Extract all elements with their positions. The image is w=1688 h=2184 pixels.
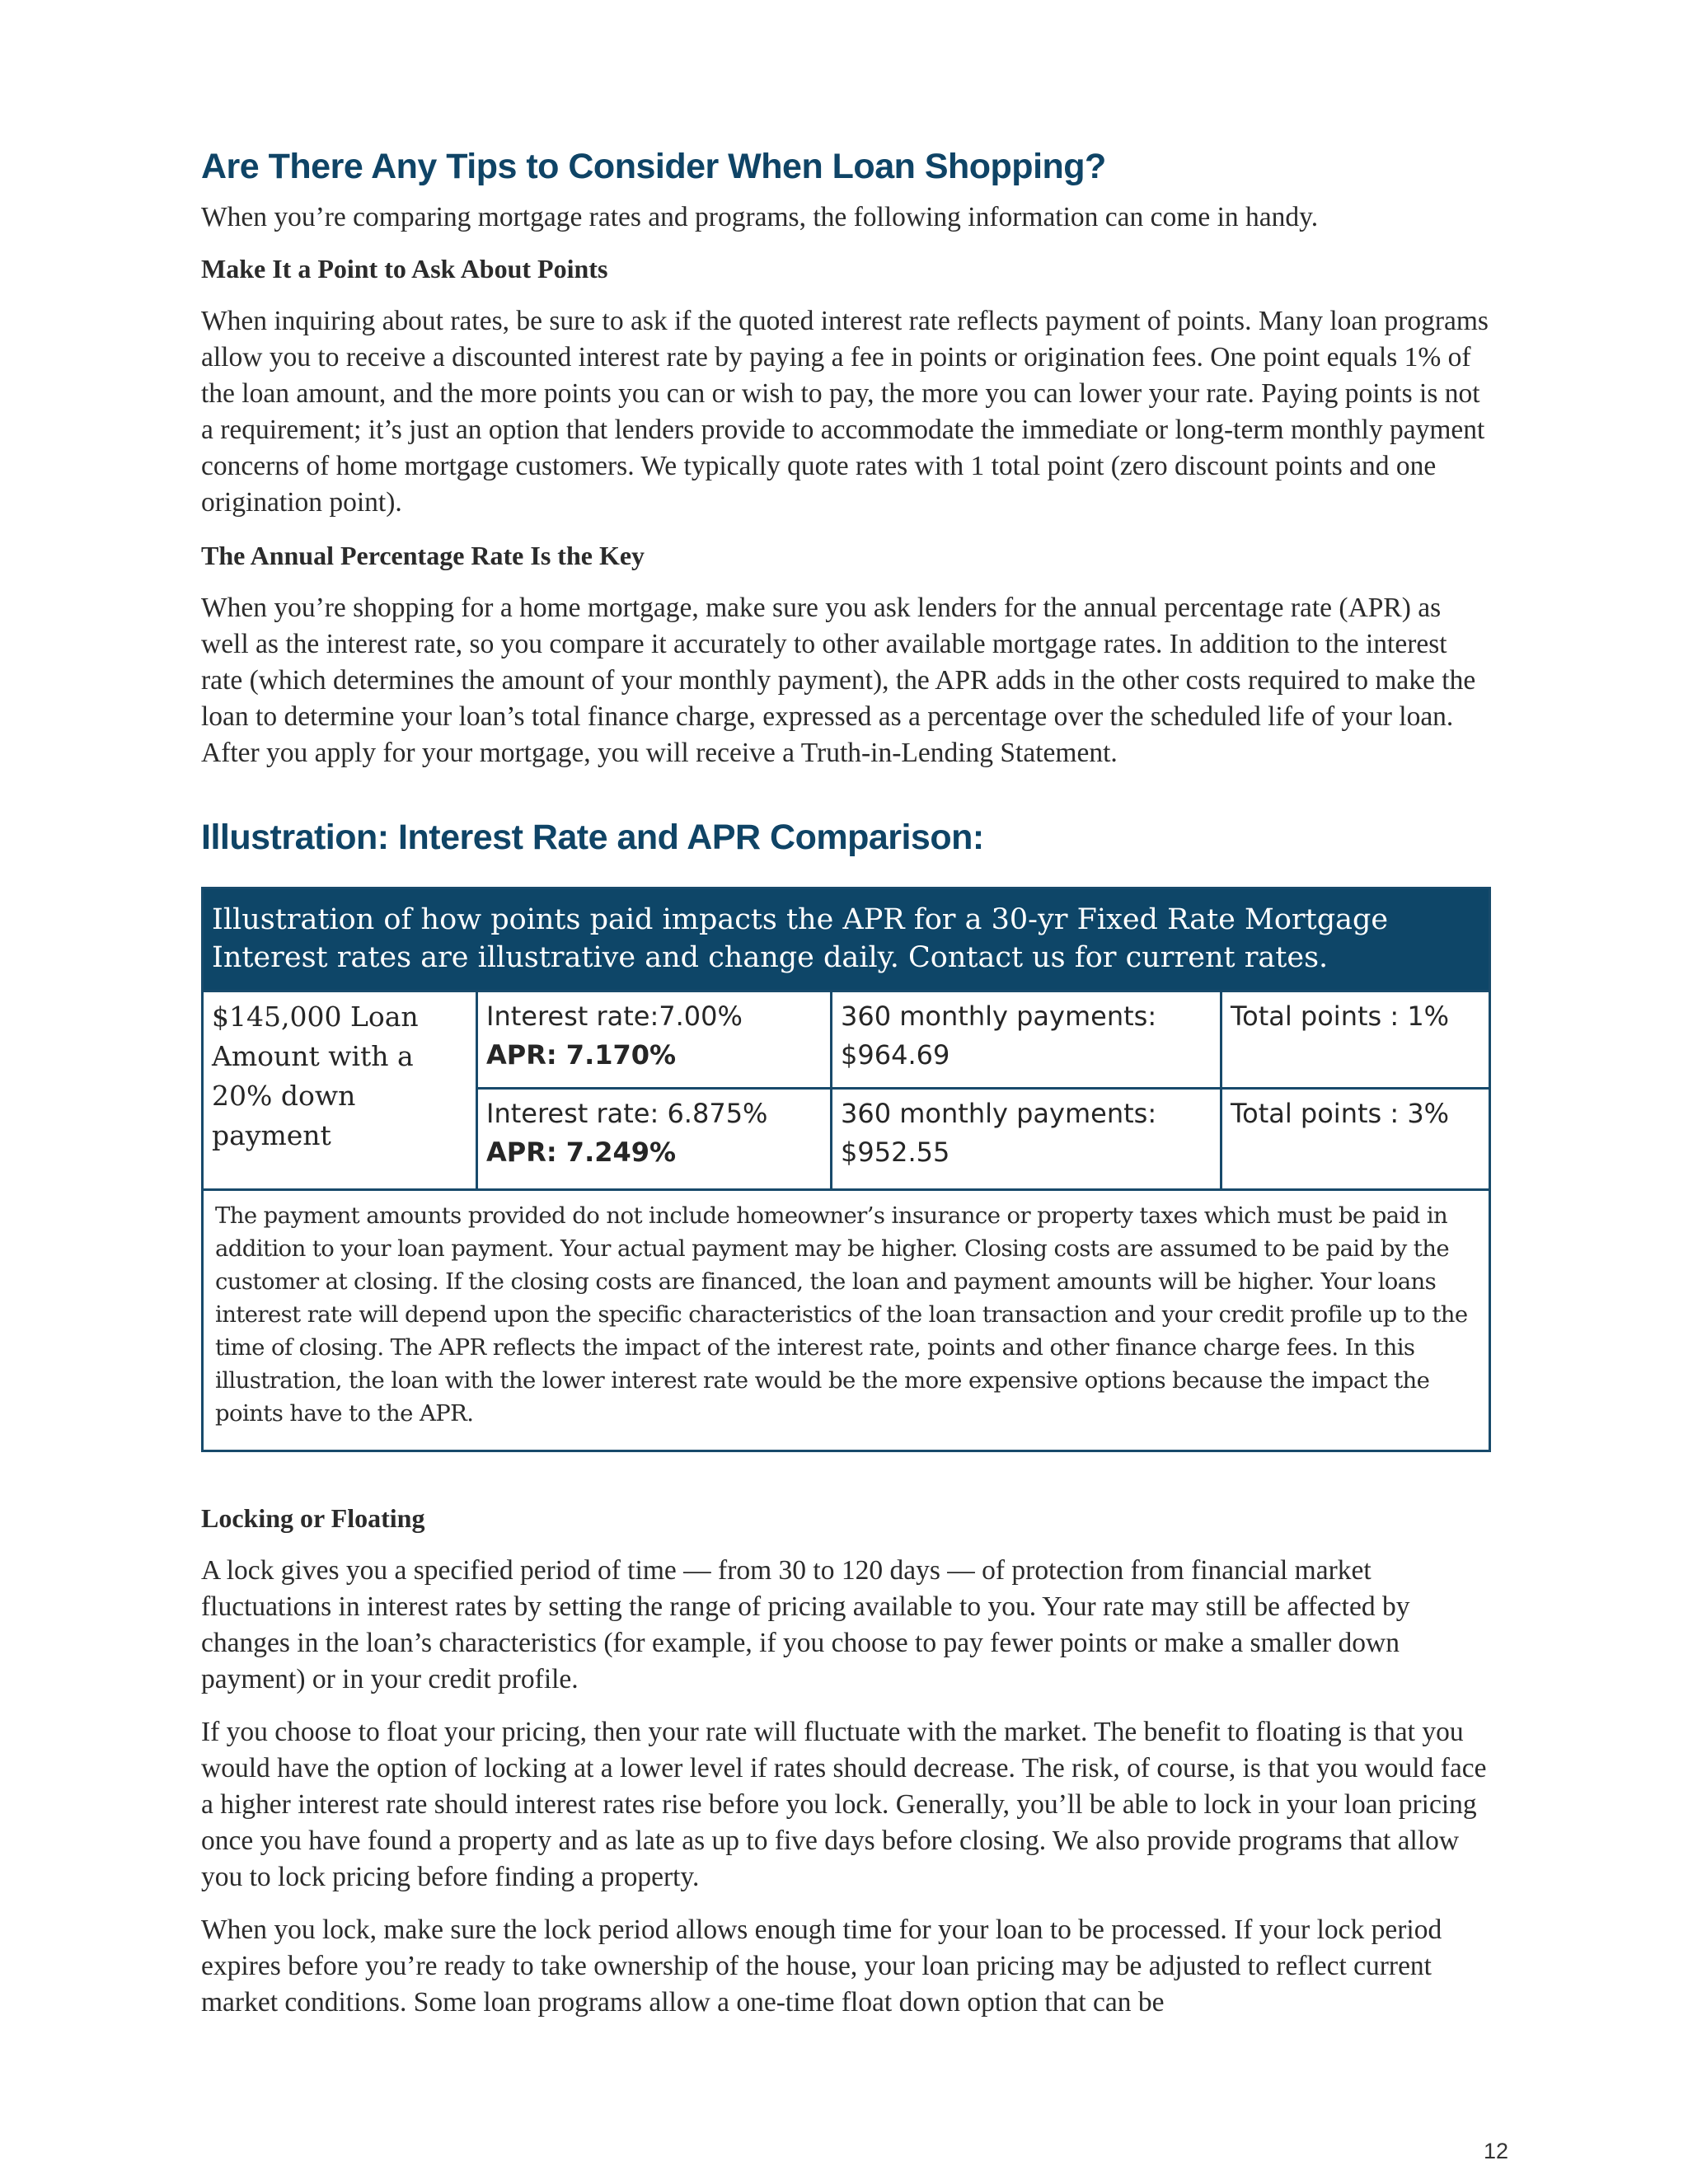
- interest-rate-1: Interest rate:7.00%: [486, 1001, 743, 1032]
- locking-para-3: When you lock, make sure the lock period allows enough time for your loan to be processed. If your lock period expires before you’re ready to take ownership of the house, your loan pricing may be adjusted to reflect current market conditions. Some loan programs allow a one-time float down option that can be: [201, 1915, 1442, 2018]
- loan-amount-cell: $145,000 Loan Amount with a 20% down payment: [204, 992, 478, 1188]
- apr-key-heading: The Annual Percentage Rate Is the Key: [201, 541, 645, 570]
- illustration-title: Illustration: Interest Rate and APR Comparison:: [201, 818, 984, 857]
- rate-cell-1: [478, 992, 832, 1090]
- apr-value-2: APR: 7.249%: [486, 1137, 677, 1168]
- payment-amount-2: $952.55: [841, 1137, 950, 1168]
- payments-label-2: 360 monthly payments:: [841, 1098, 1157, 1129]
- locking-para-1: A lock gives you a specified period of time — from 30 to 120 days — of protection from financial market fluctuations in interest rates by setting the range of pricing available to you. Your rate may still be affected by changes in the loan’s characteristics (for example, if you choose to pay fewer points or make a smaller down payment) or in your credit profile.: [201, 1555, 1410, 1694]
- points-body: When inquiring about rates, be sure to ask if the quoted interest rate reflects payment of points. Many loan programs allow you to receive a discounted interest rate by paying a fee in points or origination fees. One point equals 1% of the loan amount, and the more points you can or wish to pay, the more you can lower your rate. Paying points is not a requirement; it’s just an option that lenders provide to accommodate the immediate or long-term monthly payment concerns of home mortgage customers. We typically quote rates with 1 total point (zero discount points and one origination point).: [201, 306, 1489, 518]
- payment-cell-1: [832, 992, 1222, 1090]
- table-header-line-1: Illustration of how points paid impacts the APR for a 30-yr Fixed Rate Mortgage: [212, 903, 1389, 936]
- page-number: 12: [1484, 2139, 1509, 2163]
- points-cell-2: [1222, 1090, 1489, 1188]
- payment-amount-1: $964.69: [841, 1039, 950, 1071]
- locking-heading: Locking or Floating: [201, 1503, 425, 1533]
- total-points-1: Total points : 1%: [1231, 1001, 1450, 1032]
- table-header-line-2: Interest rates are illustrative and change daily. Contact us for current rates.: [212, 941, 1329, 974]
- total-points-2: Total points : 3%: [1231, 1098, 1450, 1129]
- comparison-grid: [204, 992, 1489, 1191]
- rate-cell-2: [478, 1090, 832, 1188]
- page-content: [201, 142, 1491, 2037]
- apr-value-1: APR: 7.170%: [486, 1039, 677, 1071]
- points-cell-1: [1222, 992, 1489, 1090]
- apr-key-body: When you’re shopping for a home mortgage, make sure you ask lenders for the annual percentage rate (APR) as well as the interest rate, so you compare it accurately to other available mortgage rates. In addition to the interest rate (which determines the amount of your monthly payment), the APR adds in the other costs required to make the loan to determine your loan’s total finance charge, expressed as a percentage over the scheduled life of your loan. After you apply for your mortgage, you will receive a Truth-in-Lending Statement.: [201, 593, 1476, 768]
- payments-label-1: 360 monthly payments:: [841, 1001, 1157, 1032]
- points-heading: Make It a Point to Ask About Points: [201, 254, 608, 284]
- tips-title: Are There Any Tips to Consider When Loan Shopping?: [201, 147, 1106, 186]
- apr-comparison-table: [201, 887, 1491, 1452]
- locking-para-2: If you choose to float your pricing, then your rate will fluctuate with the market. The benefit to floating is that you would have the option of locking at a lower level if rates should decrease. The risk, of course, is that you would face a higher interest rate should interest rates rise before you lock. Generally, you’ll be able to lock in your loan pricing once you have found a property and as late as up to five days before closing. We also provide programs that allow you to lock pricing before finding a property.: [201, 1717, 1487, 1892]
- tips-intro: When you’re comparing mortgage rates and programs, the following information can come in handy.: [201, 202, 1319, 232]
- payment-cell-2: [832, 1090, 1222, 1188]
- table-header: [204, 889, 1489, 992]
- table-disclaimer: The payment amounts provided do not include homeowner’s insurance or property taxes which must be paid in addition to your loan payment. Your actual payment may be higher. Closing costs are assumed to be paid by the customer at closing. If the closing costs are financed, the loan and payment amounts will be higher. Your loans interest rate will depend upon the specific characteristics of the loan transaction and your credit profile up to the time of closing. The APR reflects the impact of the interest rate, points and other finance charge fees. In this illustration, the loan with the lower interest rate would be the more expensive options because the impact the points have to the APR.: [215, 1202, 1468, 1427]
- interest-rate-2: Interest rate: 6.875%: [486, 1098, 768, 1129]
